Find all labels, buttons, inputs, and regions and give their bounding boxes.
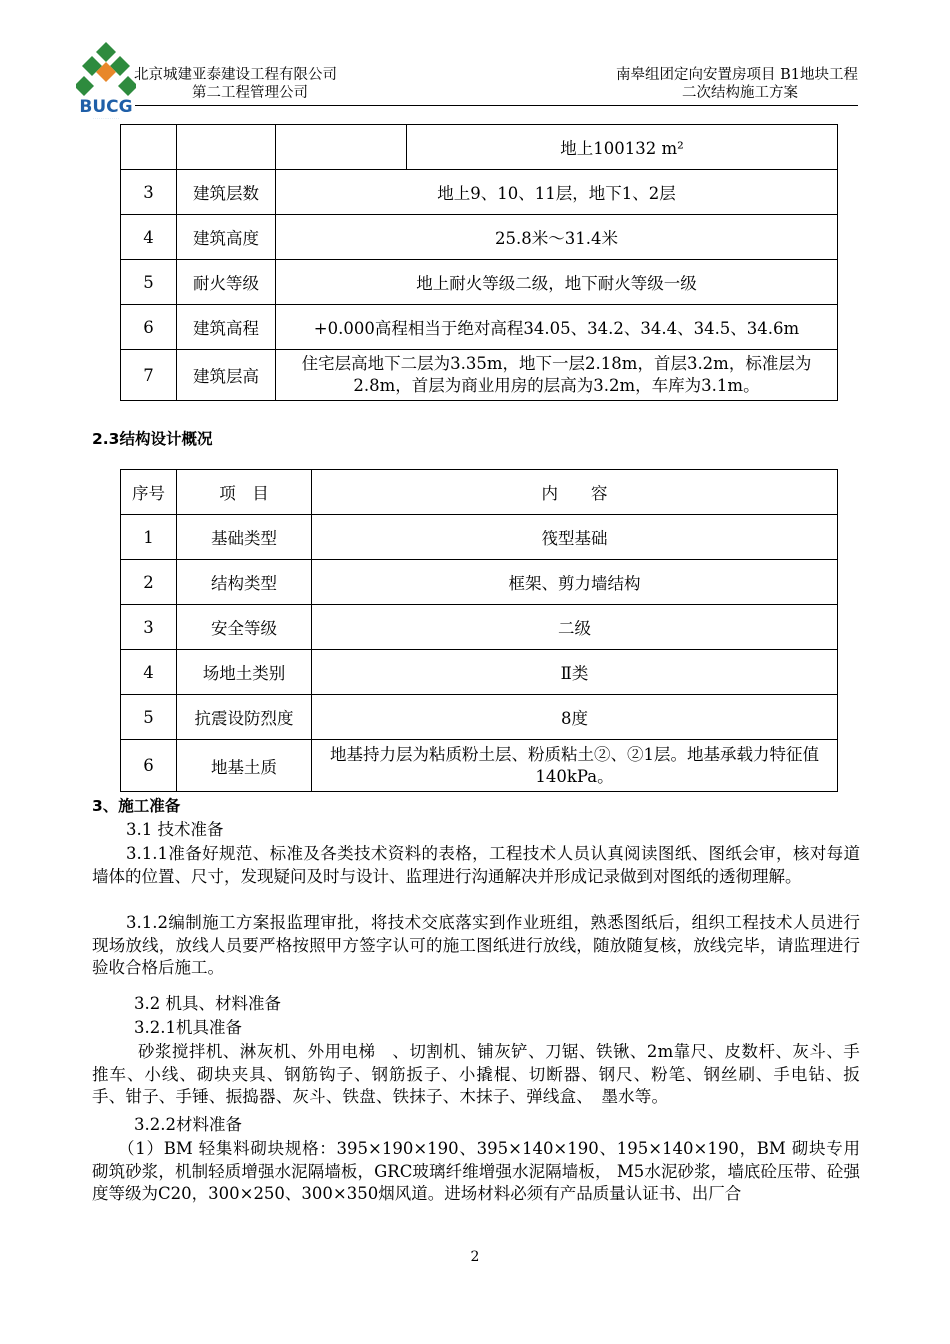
table-row (121, 515, 838, 560)
structure-design-table (120, 469, 838, 792)
row-content: 8度 (312, 695, 838, 740)
row-content: +0.000高程相当于绝对高程34.05、34.2、34.4、34.5、34.6m (276, 305, 838, 350)
table-row (121, 350, 838, 401)
header-item: 项 目 (177, 470, 312, 515)
paragraph-3-1-2: 3.1.2编制施工方案报监理审批，将技术交底落实到作业班组，熟悉图纸后，组织工程技术人员进行现场放线，放线人员要严格按照甲方签字认可的施工图纸进行放线，随放随复核，放线完毕，请监理进行验收合格后施工。 (92, 913, 860, 977)
row-item: 安全等级 (177, 605, 312, 650)
table-row (121, 260, 838, 305)
subsection-3-2-2: 3.2.2材料准备 (134, 1115, 242, 1134)
table-row (121, 740, 838, 792)
row-content: 地基持力层为粘质粉土层、粉质粘土②、②1层。地基承载力特征值140kPa。 (312, 740, 838, 792)
table-row (121, 170, 838, 215)
row-content: 框架、剪力墙结构 (312, 560, 838, 605)
logo-diamond-icon (76, 42, 136, 96)
header-divider (135, 105, 858, 106)
row-no: 5 (121, 260, 177, 305)
row-no: 7 (121, 350, 177, 401)
bucg-logo (76, 40, 136, 120)
row-item: 基础类型 (177, 515, 312, 560)
row-content: Ⅱ类 (312, 650, 838, 695)
paragraph-3-1-1: 3.1.1准备好规范、标准及各类技术资料的表格，工程技术人员认真阅读图纸、图纸会审，核对每道墙体的位置、尺寸，发现疑问及时与设计、监理进行沟通解决并形成记录做到对图纸的透彻理解。 (92, 844, 860, 886)
subsection-3-2-1: 3.2.1机具准备 (134, 1018, 242, 1037)
row-item: 耐火等级 (177, 260, 276, 305)
table-row (121, 305, 838, 350)
row-content: 25.8米～31.4米 (276, 215, 838, 260)
row-no: 3 (121, 170, 177, 215)
project-name: 南皋组团定向安置房项目 B1地块工程 (616, 67, 858, 83)
row-item: 建筑高度 (177, 215, 276, 260)
row-no: 1 (121, 515, 177, 560)
company-name: 北京城建亚泰建设工程有限公司 (134, 67, 337, 83)
row-content: 地上9、10、11层，地下1、2层 (276, 170, 838, 215)
row-item: 场地土类别 (177, 650, 312, 695)
table-header-row (121, 470, 838, 515)
header-no: 序号 (121, 470, 177, 515)
subsection-3-1: 3.1 技术准备 (126, 820, 224, 839)
table-row (121, 605, 838, 650)
section-3-title: 3、施工准备 (92, 797, 181, 815)
row-no: 2 (121, 560, 177, 605)
area-value: 地上100132 m² (407, 125, 838, 170)
row-item: 建筑层数 (177, 170, 276, 215)
table-row (121, 560, 838, 605)
row-item: 建筑层高 (177, 350, 276, 401)
section-2-3-title: 2.3结构设计概况 (92, 430, 213, 448)
row-no: 4 (121, 215, 177, 260)
row-no: 4 (121, 650, 177, 695)
row-content: 筏型基础 (312, 515, 838, 560)
row-content: 地上耐火等级二级，地下耐火等级一级 (276, 260, 838, 305)
row-item: 地基土质 (177, 740, 312, 792)
page-number: 2 (470, 1249, 480, 1265)
document-title: 二次结构施工方案 (682, 85, 798, 101)
row-item: 抗震设防烈度 (177, 695, 312, 740)
logo-text: BUCG (79, 97, 133, 117)
table-row (121, 695, 838, 740)
row-item: 结构类型 (177, 560, 312, 605)
subsection-3-2: 3.2 机具、材料准备 (134, 994, 281, 1013)
header-content: 内 容 (312, 470, 838, 515)
header-company (134, 66, 337, 102)
paragraph-3-2-1: 砂浆搅拌机、淋灰机、外用电梯 、切割机、铺灰铲、刀锯、铁锹、2m靠尺、皮数杆、灰斗、手推车、小线、砌块夹具、钢筋钩子、钢筋扳子、小撬棍、切断器、钢尺、粉笔、钢丝刷、手电钻、扳手、钳子、手锤、振捣器、灰斗、铁盘、铁抹子、木抹子、弹线盒、 墨水等。 (92, 1042, 860, 1106)
building-overview-table (120, 124, 838, 401)
row-no: 5 (121, 695, 177, 740)
row-no: 3 (121, 605, 177, 650)
row-content: 住宅层高地下二层为3.35m，地下一层2.18m，首层3.2m，标准层为2.8m，首层为商业用房的层高为3.2m，车库为3.1m。 (276, 350, 838, 401)
company-department: 第二工程管理公司 (192, 85, 308, 101)
header-project (616, 66, 858, 102)
row-no: 6 (121, 305, 177, 350)
table-row (121, 125, 838, 170)
table-row (121, 650, 838, 695)
table-row (121, 215, 838, 260)
svg-text:. . . . . . . . . . . . . .: . . . . . . . . . . . . . . (93, 116, 119, 120)
paragraph-3-2-2: （1）BM 轻集料砌块规格：395×190×190、395×140×190、195×140×190，BM 砌块专用砌筑砂浆，机制轻质增强水泥隔墙板，GRC玻璃纤维增强水泥隔墙板， M5水泥砂浆，墙底砼压带、砼强度等级为C20，300×250、300×350烟风道。进场材料必须有产品质量认证书、出厂合 (92, 1139, 860, 1203)
row-item: 建筑高程 (177, 305, 276, 350)
row-no: 6 (121, 740, 177, 792)
row-content: 二级 (312, 605, 838, 650)
